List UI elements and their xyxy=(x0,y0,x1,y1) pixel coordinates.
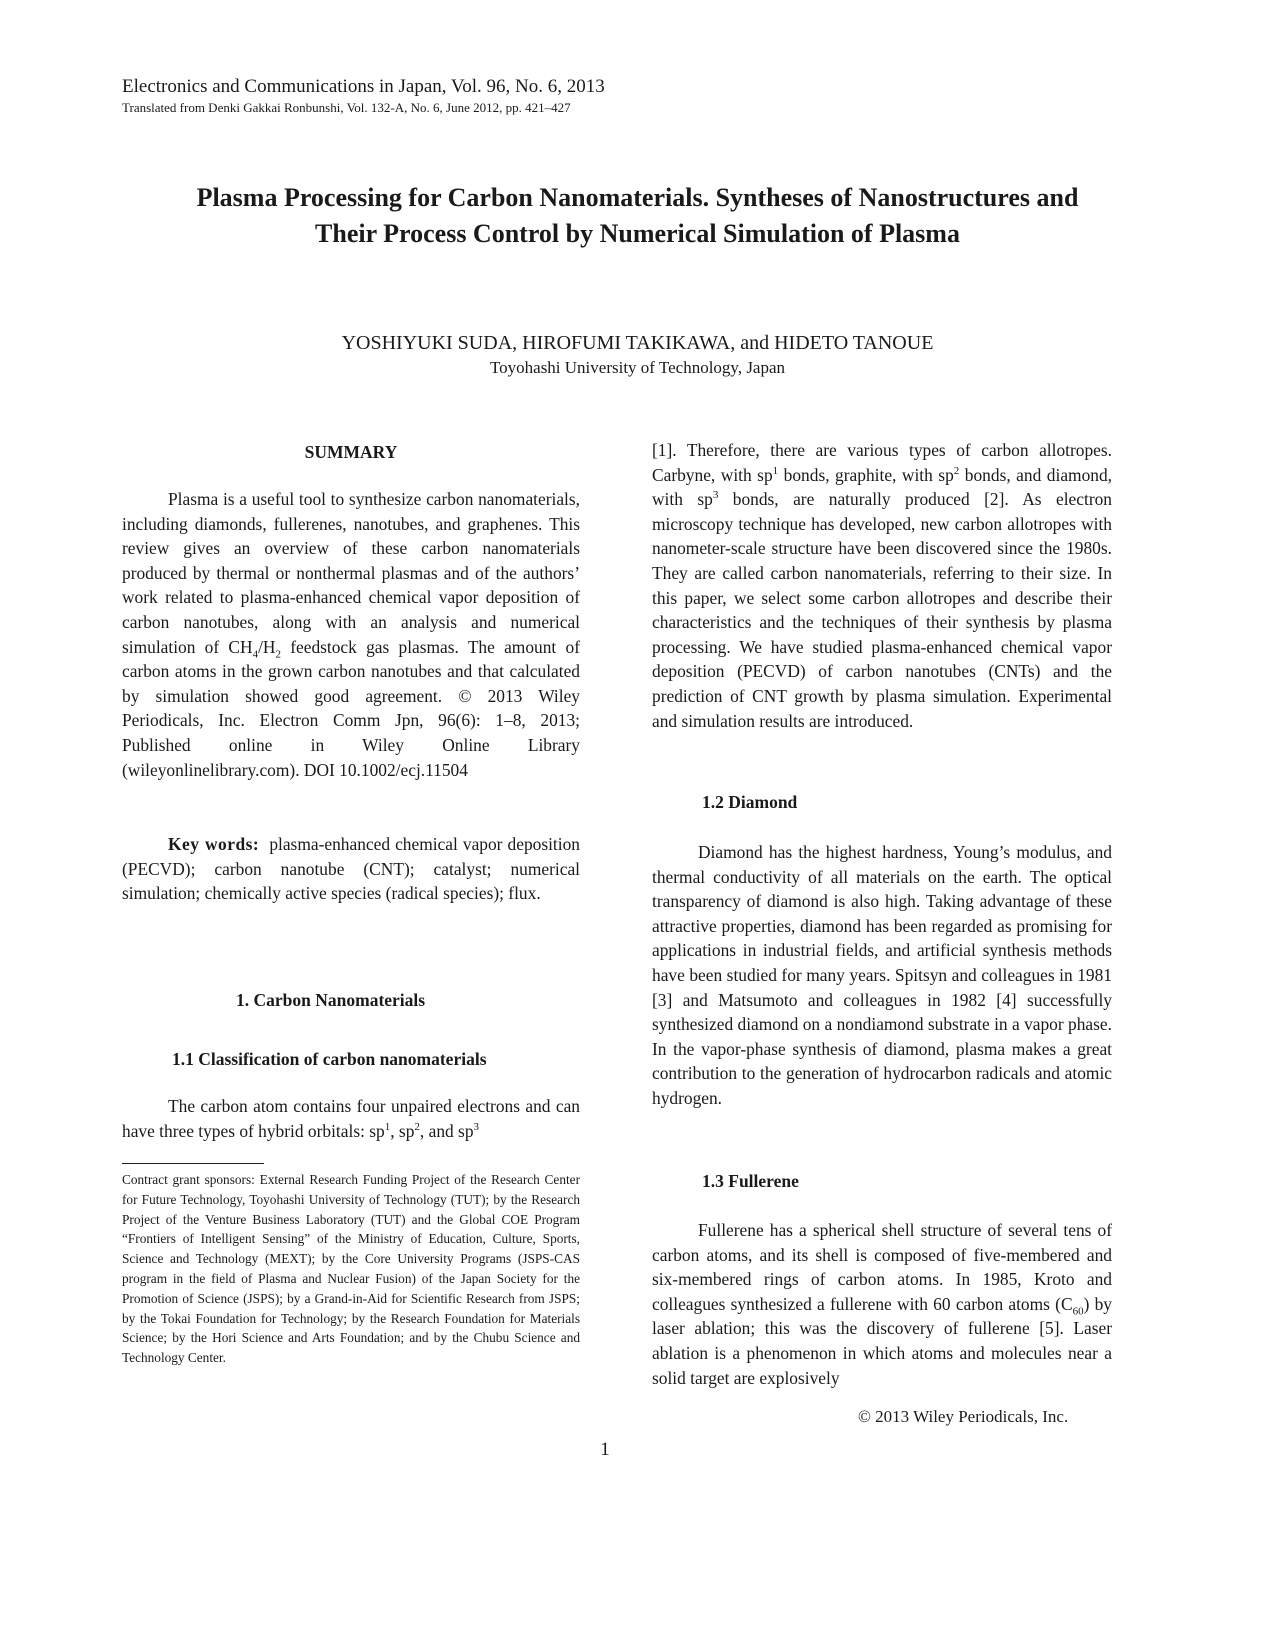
diamond-body xyxy=(652,840,1112,1111)
summary-text-2: /H xyxy=(258,636,276,657)
title-line-2: Their Process Control by Numerical Simulation of Plasma xyxy=(315,219,960,248)
section1-heading: 1. Carbon Nanomaterials xyxy=(236,990,426,1010)
rc-sup-a: 1 xyxy=(772,464,779,477)
affiliation: Toyohashi University of Technology, Japan xyxy=(489,358,786,377)
fullerene-paragraph xyxy=(652,1218,1112,1390)
authors: YOSHIYUKI SUDA, HIROFUMI TAKIKAWA, and HIDETO TANOUE xyxy=(341,332,934,354)
summary-paragraph xyxy=(122,487,580,782)
fullerene-heading-block xyxy=(652,1169,1112,1193)
intro-paragraph xyxy=(652,438,1112,733)
fullerene-text-a: Fullerene has a spherical shell structure of several tens of carbon atoms, and its shell is composed of five-membered and six-membered rings of carbon atoms. In 1985, Kroto and colleagues synthesized a fullerene with 60 carbon atoms (C xyxy=(652,1220,1112,1314)
keywords-paragraph xyxy=(122,832,580,906)
fullerene-text-b: ) by laser ablation; this was the discovery of fullerene [5]. Laser ablation is a phenomenon in which atoms and molecules near a solid target are explosively xyxy=(652,1293,1112,1388)
s11-sup-3: 3 xyxy=(473,1120,480,1133)
summary-section xyxy=(122,440,580,464)
page-number: 1 xyxy=(600,1439,610,1460)
s11-text-c: , and sp xyxy=(419,1120,474,1141)
s11-sup-2: 2 xyxy=(414,1120,420,1133)
keywords-label: Key words: xyxy=(168,834,260,854)
fullerene-heading: 1.3 Fullerene xyxy=(702,1171,799,1191)
rc-text-b: bonds, graphite, with sp xyxy=(778,464,954,485)
footnote-rule xyxy=(122,1163,264,1164)
translated-from: Translated from Denki Gakkai Ronbunshi, Vol. 132-A, No. 6, June 2012, pp. 421–427 xyxy=(122,100,571,115)
intro-continuation xyxy=(652,438,1112,733)
keywords-text: plasma-enhanced chemical vapor deposition (PECVD); carbon nanotube (CNT); catalyst; numerical simulation; chemically active species (radical species); flux. xyxy=(122,834,580,904)
section1-1-heading: 1.1 Classification of carbon nanomaterials xyxy=(172,1049,487,1069)
summary-sub-2: 2 xyxy=(275,648,281,661)
summary-heading: SUMMARY xyxy=(304,442,398,462)
summary-sub-1: 4 xyxy=(252,648,259,661)
rc-sup-b: 2 xyxy=(953,464,960,477)
footnote: Contract grant sponsors: External Research Funding Project of the Research Center for Future Technology, Toyohashi University of Technology (TUT); by the Research Project of the Venture Business Laboratory (TUT) and the Global COE Program “Frontiers of Intelligent Sensing” of the Ministry of Education, Culture, Sports, Science and Technology (MEXT); by the Core University Programs (JSPS-CAS program in the field of Plasma and Nuclear Fusion) of the Japan Society for the Promotion of Science (JSPS); by a Grand-in-Aid for Scientific Research from JSPS; by the Tokai Foundation for Technology; by the Research Foundation for Materials Science; by the Hori Science and Arts Foundation; and by the Chubu Science and Technology Center. xyxy=(122,1172,580,1366)
section1-1-heading-block xyxy=(122,1047,580,1071)
fullerene-sub-60: 60 xyxy=(1072,1305,1084,1318)
diamond-paragraph: Diamond has the highest hardness, Young’s modulus, and thermal conductivity of all materials on the earth. The optical transparency of diamond is also high. Taking advantage of these attractive properties, diamond has been regarded as promising for applications in industrial fields, and artificial synthesis methods have been studied for many years. Spitsyn and colleagues in 1981 [3] and Matsumoto and colleagues in 1982 [4] successfully synthesized diamond on a nondiamond substrate in a vapor phase. In the vapor-phase synthesis of diamond, plasma makes a great contribution to the generation of hydrocarbon radicals and atomic hydrogen. xyxy=(652,842,1112,1108)
diamond-heading-block xyxy=(652,790,1112,814)
copyright-notice: © 2013 Wiley Periodicals, Inc. xyxy=(858,1407,1069,1426)
s11-text-b: , sp xyxy=(390,1120,415,1141)
rc-text-d: bonds, are naturally produced [2]. As electron microscopy technique has developed, new carbon allotropes with nanometer-scale structure have been discovered since the 1980s. They are called carbon nanomaterials, referring to their size. In this paper, we select some carbon allotropes and describe their characteristics and the techniques of their synthesis by plasma processing. We have studied plasma-enhanced chemical vapor deposition (PECVD) of carbon nanotubes (CNTs) and the prediction of CNT growth by plasma simulation. Experimental and simulation results are introduced. xyxy=(652,489,1112,731)
s11-sup-1: 1 xyxy=(384,1120,391,1133)
paper-title xyxy=(100,180,1175,252)
summary-text-3: feedstock gas plasmas. The amount of carbon atoms in the grown carbon nanotubes and that calculated by simulation showed good agreement. © 2013 Wiley Periodicals, Inc. Electron Comm Jpn, 96(6): 1–8, 2013; Published online in Wiley Online Library (wileyonlinelibrary.com). DOI 10.1002/ecj.11504 xyxy=(122,636,580,780)
keywords-block xyxy=(122,832,580,906)
section1-1-paragraph xyxy=(122,1094,580,1143)
section1-1-body xyxy=(122,1094,580,1143)
rc-text-a: [1]. Therefore, there are various types of carbon allotropes. Carbyne, with sp xyxy=(652,440,1112,485)
summary-body xyxy=(122,487,580,782)
diamond-heading: 1.2 Diamond xyxy=(702,792,798,812)
summary-text-1: Plasma is a useful tool to synthesize carbon nanomaterials, including diamonds, fullerenes, nanotubes, and graphenes. This review gives an overview of these carbon nanomaterials produced by thermal or nonthermal plasmas and of the authors’ work related to plasma-enhanced chemical vapor deposition of carbon nanotubes, along with an analysis and numerical simulation of CH xyxy=(122,489,580,657)
section1-heading-block xyxy=(122,988,580,1012)
journal-header: Electronics and Communications in Japan, Vol. 96, No. 6, 2013 xyxy=(122,76,605,97)
rc-text-c: bonds, and diamond, with sp xyxy=(652,464,1113,510)
fullerene-body xyxy=(652,1218,1112,1390)
s11-text-a: The carbon atom contains four unpaired electrons and can have three types of hybrid orbitals: sp xyxy=(122,1096,580,1141)
rc-sup-c: 3 xyxy=(712,489,719,502)
title-line-1: Plasma Processing for Carbon Nanomaterials. Syntheses of Nanostructures and xyxy=(196,183,1079,212)
